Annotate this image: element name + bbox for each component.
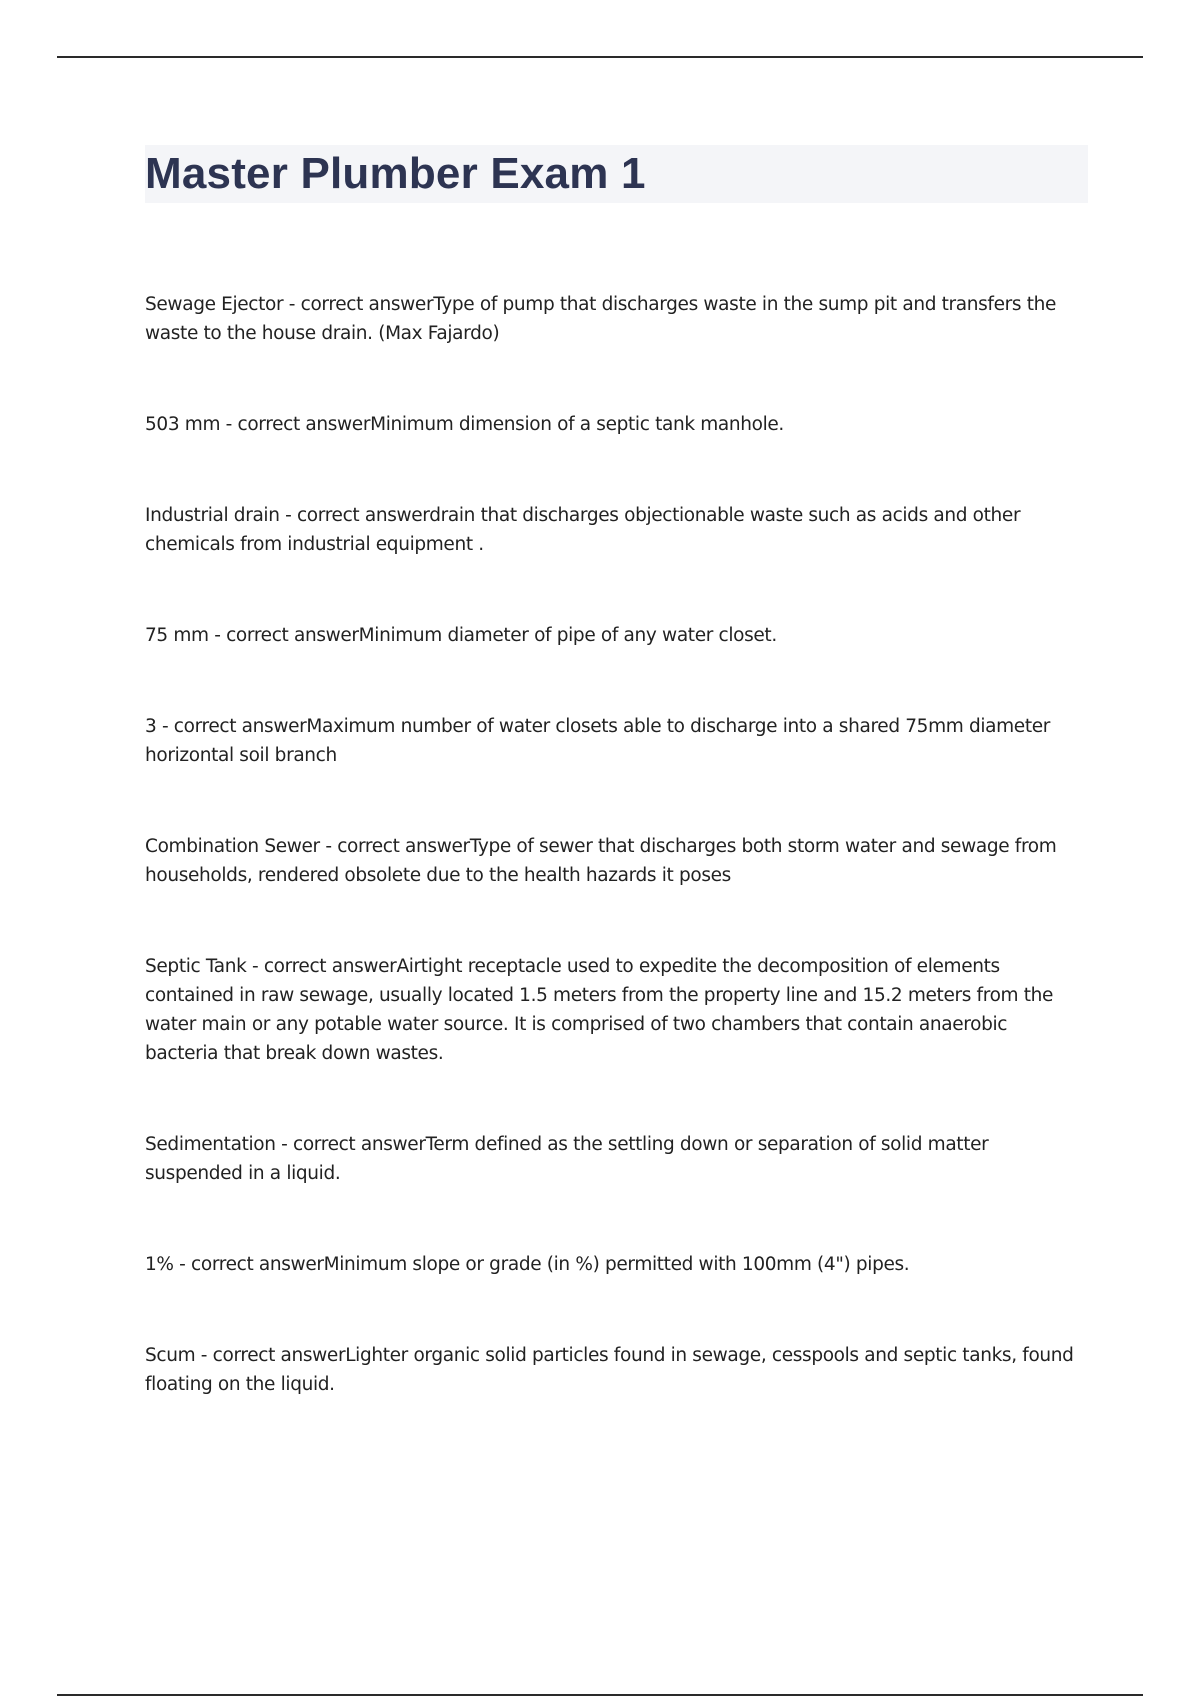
list-item: Combination Sewer - correct answerType of sewer that discharges both storm water and sewage from households, rendered obsolete due to the health hazards it poses: [145, 836, 1057, 886]
question-list: [145, 290, 1085, 1461]
list-item: 1% - correct answerMinimum slope or grade (in %) permitted with 100mm (4") pipes.: [145, 1254, 910, 1275]
list-item: Sedimentation - correct answerTerm defined as the settling down or separation of solid matter suspended in a liquid.: [145, 1134, 989, 1184]
list-item: Scum - correct answerLighter organic solid particles found in sewage, cesspools and septic tanks, found floating on the liquid.: [145, 1345, 1074, 1395]
list-item: 3 - correct answerMaximum number of water closets able to discharge into a shared 75mm diameter horizontal soil branch: [145, 716, 1051, 766]
list-item: 503 mm - correct answerMinimum dimension of a septic tank manhole.: [145, 414, 784, 435]
list-item: Sewage Ejector - correct answerType of pump that discharges waste in the sump pit and transfers the waste to the house drain. (Max Fajardo): [145, 294, 1057, 344]
bottom-rule: [57, 1694, 1143, 1696]
top-rule: [57, 56, 1143, 58]
list-item: Industrial drain - correct answerdrain that discharges objectionable waste such as acids and other chemicals from industrial equipment .: [145, 505, 1021, 555]
list-item: 75 mm - correct answerMinimum diameter of pipe of any water closet.: [145, 625, 777, 646]
page-title: Master Plumber Exam 1: [145, 149, 646, 198]
list-item: Septic Tank - correct answerAirtight receptacle used to expedite the decomposition of elements contained in raw sewage, usually located 1.5 meters from the property line and 15.2 meters from the water main or any potable water source. It is comprised of two chambers that contain anaerobic bacteria that break down wastes.: [145, 956, 1054, 1064]
